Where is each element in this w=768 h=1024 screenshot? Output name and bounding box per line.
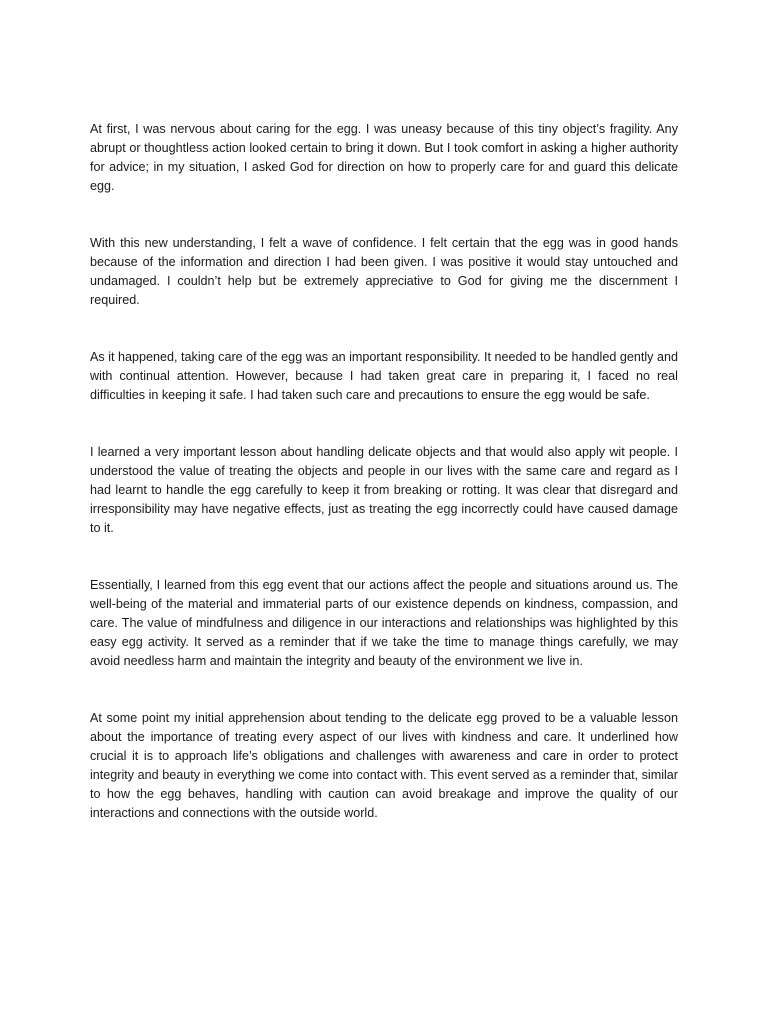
paragraph-5: Essentially, I learned from this egg event that our actions affect the people and situations around us. The well-being of the material and immaterial parts of our existence depends on kindness, compassion, and care. The value of mindfulness and diligence in our interactions and relationships was highlighted by this easy egg activity. It served as a reminder that if we take the time to manage things carefully, we may avoid needless harm and maintain the integrity and beauty of the environment we live in.	[90, 578, 678, 668]
paragraph-4: I learned a very important lesson about handling delicate objects and that would also apply wit people. I understood the value of treating the objects and people in our lives with the same care and regard as I had learnt to handle the egg carefully to keep it from breaking or rotting. It was clear that disregard and irresponsibility may have negative effects, just as treating the egg incorrectly could have caused damage to it.	[90, 445, 678, 535]
paragraph-3: As it happened, taking care of the egg was an important responsibility. It needed to be handled gently and with continual attention. However, because I had taken great care in preparing it, I faced no real difficulties in keeping it safe. I had taken such care and precautions to ensure the egg would be safe.	[90, 350, 678, 402]
paragraph-1: At first, I was nervous about caring for the egg. I was uneasy because of this tiny object’s fragility. Any abrupt or thoughtless action looked certain to bring it down. But I took comfort in asking a higher authority for advice; in my situation, I asked God for direction on how to properly care for and guard this delicate egg.	[90, 122, 678, 193]
paragraph-2: With this new understanding, I felt a wave of confidence. I felt certain that the egg was in good hands because of the information and direction I had been given. I was positive it would stay untouched and undamaged. I couldn’t help but be extremely appreciative to God for giving me the discernment I required.	[90, 236, 678, 307]
paragraph-6: At some point my initial apprehension about tending to the delicate egg proved to be a valuable lesson about the importance of treating every aspect of our lives with kindness and care. It underlined how crucial it is to approach life’s obligations and challenges with awareness and care in order to protect integrity and beauty in everything we come into contact with. This event served as a reminder that, similar to how the egg behaves, handling with caution can avoid breakage and improve the quality of our interactions and connections with the outside world.	[90, 711, 678, 820]
document-body	[90, 120, 678, 823]
